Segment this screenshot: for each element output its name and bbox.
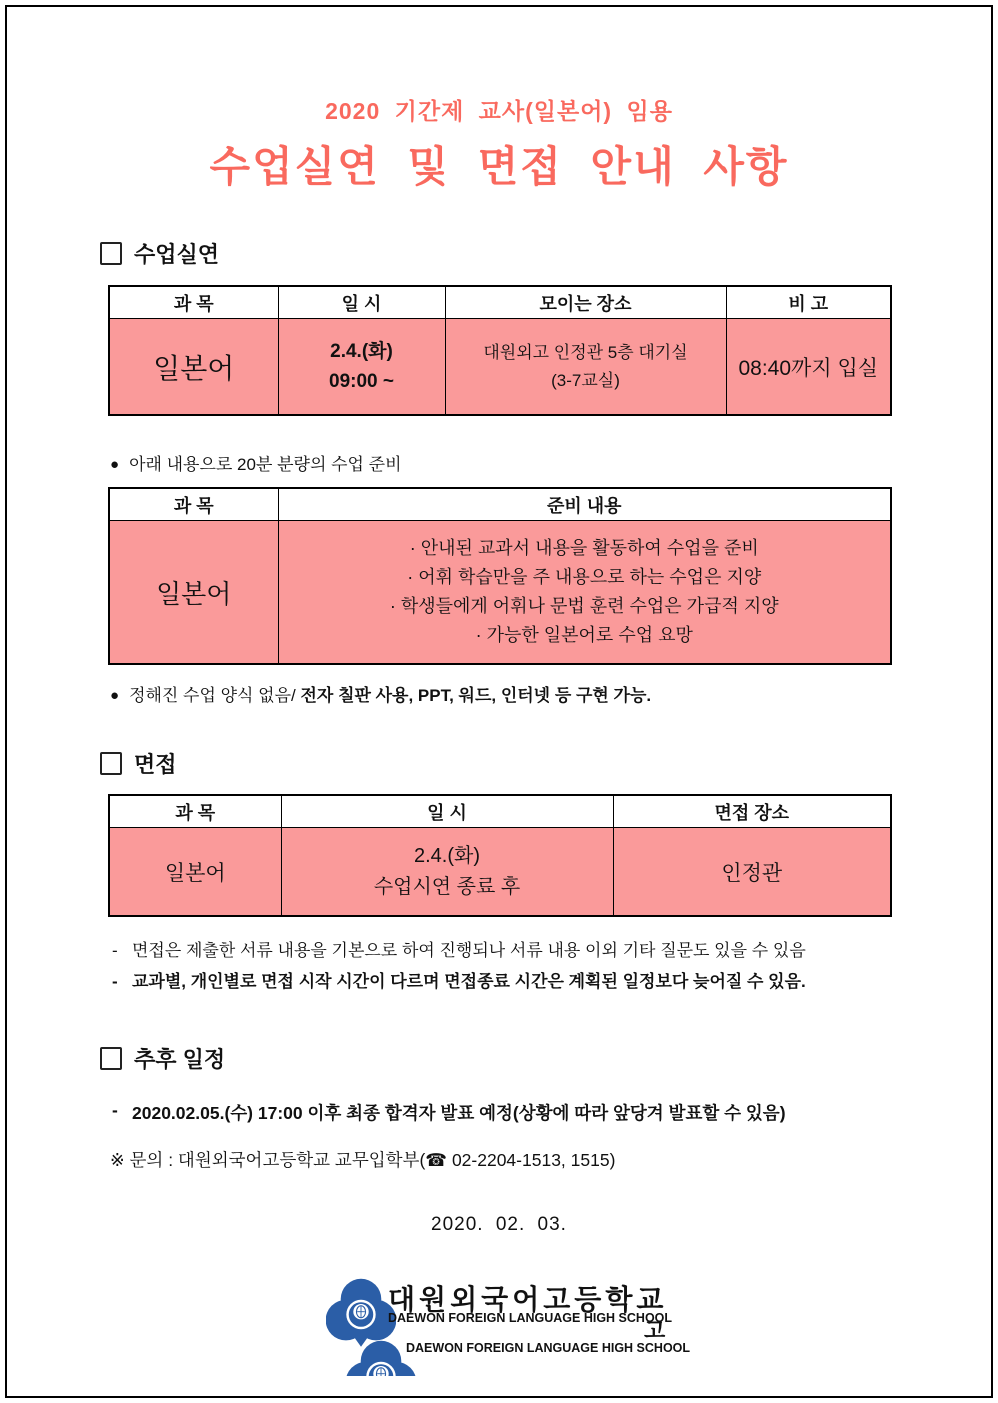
section-heading-demo [100, 238, 890, 269]
document-subtitle: 2020 기간제 교사(일본어) 임용 [325, 98, 673, 124]
format-bullet-line [110, 681, 890, 706]
interview-table [108, 794, 892, 917]
interview-col-place: 면접 장소 [613, 795, 891, 828]
interview-notes [108, 935, 890, 997]
demo-cell-datetime [278, 319, 445, 416]
interview-note-text: 교과별, 개인별로 면접 시작 시간이 다르며 면접종료 시간은 계획된 일정보다 늦어질 수 있음. [132, 972, 806, 991]
demo-col-note: 비 고 [726, 286, 891, 319]
dash-glyph: - [112, 1100, 118, 1120]
prep-table-row [109, 521, 891, 665]
demo-table-header-row [109, 286, 891, 319]
dash-glyph: - [112, 972, 118, 991]
interview-cell-place: 인정관 [613, 828, 891, 917]
demo-place-line1: 대원외고 인정관 5층 대기실 [483, 342, 688, 362]
prep-table [108, 487, 892, 665]
prep-item: · 안내된 교과서 내용을 활동하여 수업을 준비 [409, 538, 759, 558]
demo-place-line2: (3-7교실) [551, 370, 620, 390]
interview-date-line2: 수업시연 종료 후 [373, 875, 521, 898]
schedule-announcement [108, 1100, 890, 1125]
school-name-korean: 대원외국어고등학교 [388, 1284, 668, 1315]
section-heading-schedule-label: 추후 일정 [134, 1047, 226, 1072]
dash-glyph: - [112, 941, 118, 960]
demo-date-line1: 2.4.(화) [330, 340, 393, 362]
format-bullet-text [129, 681, 651, 706]
school-name-partial-char: 고 [644, 1318, 666, 1343]
interview-table-row [109, 828, 891, 917]
document-title: 수업실연 및 면접 안내 사항 [209, 143, 789, 190]
demo-cell-place [445, 319, 726, 416]
schedule-announcement-text: 2020.02.05.(수) 17:00 이후 최종 합격자 발표 예정(상황에 따라 앞당겨 발표할 수 있음) [132, 1103, 786, 1123]
interview-col-datetime: 일 시 [281, 795, 613, 828]
school-name-english: DAEWON FOREIGN LANGUAGE HIGH SCHOOL [388, 1311, 673, 1325]
section-heading-demo-label: 수업실연 [134, 242, 220, 267]
prep-bullet-line [110, 450, 890, 475]
interview-date-line1: 2.4.(화) [414, 844, 480, 867]
document-date: 2020. 02. 03. [431, 1214, 567, 1235]
demo-cell-subject: 일본어 [109, 319, 278, 416]
checkbox-icon [100, 242, 122, 265]
format-bullet-normal: 정해진 수업 양식 없음/ [129, 686, 296, 705]
school-name-english-2: DAEWON FOREIGN LANGUAGE HIGH SCHOOL [406, 1341, 691, 1355]
prep-col-subject: 과 목 [109, 488, 278, 521]
prep-cell-content [278, 521, 891, 665]
format-bullet-bold: 전자 칠판 사용, PPT, 워드, 인터넷 등 구현 가능. [300, 686, 652, 705]
bullet-icon: ● [110, 456, 120, 473]
section-heading-interview-label: 면접 [134, 752, 177, 777]
demo-table [108, 285, 892, 416]
prep-item: · 어휘 학습만을 주 내용으로 하는 수업은 지양 [407, 567, 762, 587]
interview-note-text: 면접은 제출한 서류 내용을 기본으로 하여 진행되나 서류 내용 이외 기타 질문도 있을 수 있음 [132, 941, 806, 960]
interview-col-subject: 과 목 [109, 795, 281, 828]
prep-bullet-text: 아래 내용으로 20분 분량의 수업 준비 [129, 455, 402, 474]
demo-col-place: 모이는 장소 [445, 286, 726, 319]
bullet-icon: ● [110, 687, 120, 704]
demo-table-row [109, 319, 891, 416]
demo-col-datetime: 일 시 [278, 286, 445, 319]
interview-cell-subject: 일본어 [109, 828, 281, 917]
interview-note [108, 935, 890, 966]
demo-date-line2: 09:00 ~ [329, 370, 394, 392]
interview-note [108, 966, 890, 997]
prep-cell-subject: 일본어 [109, 521, 278, 665]
demo-cell-note: 08:40까지 입실 [726, 319, 891, 416]
demo-col-subject: 과 목 [109, 286, 278, 319]
prep-col-content: 준비 내용 [278, 488, 891, 521]
section-heading-interview [100, 748, 890, 779]
prep-item: · 학생들에게 어휘나 문법 훈련 수업은 가급적 지양 [389, 596, 779, 616]
checkbox-icon [100, 752, 122, 775]
prep-item: · 가능한 일본어로 수업 요망 [475, 625, 693, 645]
interview-cell-datetime [281, 828, 613, 917]
school-logo-block [326, 1278, 691, 1382]
prep-table-header-row [109, 488, 891, 521]
interview-table-header-row [109, 795, 891, 828]
section-heading-schedule [100, 1043, 890, 1074]
schedule-contact: ※ 문의 : 대원외국어고등학교 교무입학부(☎ 02-2204-1513, 1515) [110, 1150, 616, 1170]
document-header [7, 93, 991, 194]
checkbox-icon [100, 1047, 122, 1070]
document-page [5, 5, 993, 1398]
